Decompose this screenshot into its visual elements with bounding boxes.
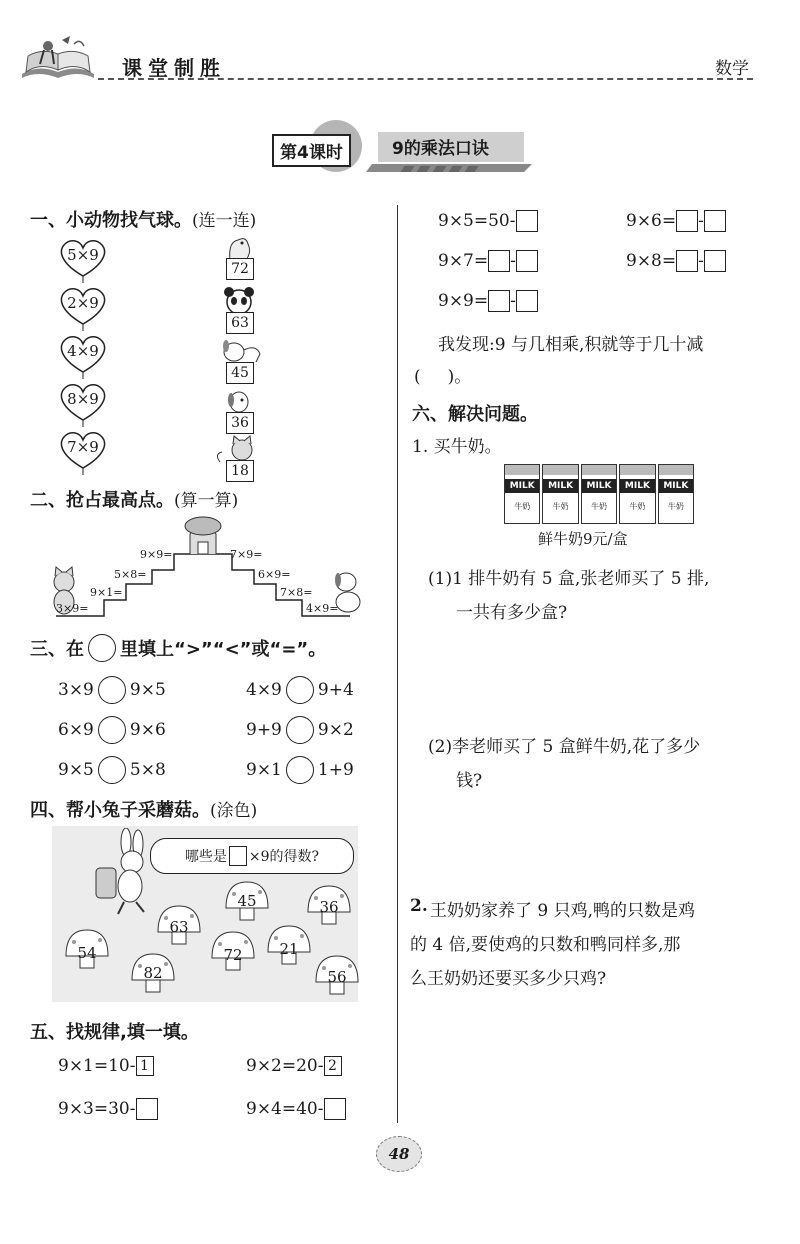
compare-right: 5×8 [129, 760, 166, 780]
compare-right: 1+9 [317, 760, 354, 780]
section-5-title: 五、找规律,填一填。 [30, 1022, 199, 1043]
minus-sign: - [510, 251, 516, 271]
answer-box[interactable] [516, 250, 538, 272]
compare-circle[interactable] [98, 716, 126, 744]
animal-puppy[interactable] [212, 386, 268, 436]
milk-carton [658, 464, 694, 524]
carton-top [659, 465, 693, 475]
carton-sub: 牛奶 [591, 502, 608, 511]
pattern-expr: 9×7= [438, 251, 489, 271]
section-1-heading: 一、小动物找气球。 [30, 210, 192, 231]
minus-sign: - [698, 211, 704, 231]
pattern-row [626, 250, 726, 272]
subject-label: 数学 [715, 59, 749, 79]
compare-left: 9×1 [246, 760, 282, 780]
answer-box[interactable] [704, 210, 726, 232]
balloon-label: 8×9 [67, 390, 99, 408]
balloon-8x9[interactable] [56, 380, 110, 424]
balloon-7x9[interactable] [56, 428, 110, 472]
balloon-label: 7×9 [67, 438, 99, 456]
pattern-row [246, 1098, 346, 1120]
pattern-expr: 9×4=40- [246, 1099, 324, 1119]
question-2-line-3: 么王奶奶还要买多少只鸡? [410, 969, 607, 989]
carton-top [582, 465, 616, 475]
mushroom-number: 72 [223, 946, 243, 964]
mushroom-number: 45 [237, 892, 257, 910]
animal-cat[interactable] [212, 434, 268, 484]
section-1-title [30, 206, 256, 232]
circle-symbol [88, 634, 116, 662]
step-left-4: 3×9= [56, 602, 89, 615]
book-logo-icon [18, 34, 98, 80]
question-1a-line-2: 一共有多少盒? [456, 603, 568, 623]
compare-right: 9×2 [317, 720, 354, 740]
compare-circle[interactable] [98, 676, 126, 704]
compare-item [58, 716, 166, 744]
carton-top [543, 465, 577, 475]
milk-carton [542, 464, 578, 524]
animal-number: 36 [226, 412, 254, 434]
compare-right: 9+4 [317, 680, 354, 700]
compare-circle[interactable] [286, 756, 314, 784]
pattern-expr: 9×2=20- [246, 1056, 324, 1076]
bubble-box [229, 846, 247, 866]
milk-carton [581, 464, 617, 524]
answer-box[interactable] [676, 210, 698, 232]
question-2-number: 2. [410, 896, 428, 916]
header-rule [98, 78, 753, 80]
mushroom-number: 82 [143, 964, 163, 982]
step-left-3: 9×1= [90, 586, 123, 599]
section-3-title [30, 634, 326, 662]
speech-bubble [150, 838, 354, 874]
compare-right: 9×6 [129, 720, 166, 740]
balloon-label: 2×9 [67, 294, 99, 312]
lesson-title: 9的乘法口诀 [392, 139, 489, 159]
step-right-4: 4×9= [306, 602, 339, 615]
pattern-row [438, 250, 538, 272]
carton-label: MILK [505, 479, 539, 493]
question-1b-line-1: (2)李老师买了 5 盒鲜牛奶,花了多少 [428, 737, 701, 757]
bubble-text-a: 哪些是 [184, 849, 227, 865]
step-left-2: 5×8= [114, 568, 147, 581]
section-6-title: 六、解决问题。 [412, 404, 538, 425]
balloon-label: 4×9 [67, 342, 99, 360]
carton-sub: 牛奶 [552, 502, 569, 511]
balloon-label: 5×9 [67, 246, 99, 264]
mushroom-number: 54 [77, 944, 97, 962]
animal-panda[interactable] [212, 286, 268, 336]
section-4-heading: 四、帮小兔子采蘑菇。 [30, 800, 210, 821]
question-2-line-2: 的 4 倍,要使鸡的只数和鸭同样多,那 [410, 935, 681, 955]
animal-number: 63 [226, 312, 254, 334]
pattern-row [246, 1056, 342, 1076]
minus-sign: - [698, 251, 704, 271]
answer-box[interactable] [324, 1098, 346, 1120]
pattern-expr: 9×3=30- [58, 1099, 136, 1119]
question-2-line-1: 王奶奶家养了 9 只鸡,鸭的只数是鸡 [430, 901, 696, 921]
question-1a-line-1: (1)1 排牛奶有 5 盒,张老师买了 5 排, [428, 569, 710, 589]
column-divider [397, 205, 398, 1123]
section-2-note: (算一算) [174, 491, 239, 511]
carton-sub: 牛奶 [667, 502, 684, 511]
carton-label: MILK [582, 479, 616, 493]
answer-box[interactable] [516, 210, 538, 232]
pattern-expr: 9×6= [626, 211, 677, 231]
milk-carton [504, 464, 540, 524]
question-1-title: 1. 买牛奶。 [412, 437, 502, 457]
compare-item [246, 716, 354, 744]
step-left-1: 9×9= [140, 548, 173, 561]
rabbit-icon [74, 828, 164, 918]
discovery-text-1: 我发现:9 与几相乘,积就等于几十减 [438, 335, 704, 355]
dog-icon [335, 573, 360, 612]
balloon-4x9[interactable] [56, 332, 110, 376]
answer-box[interactable] [516, 290, 538, 312]
pattern-row [58, 1056, 154, 1076]
compare-circle[interactable] [286, 676, 314, 704]
pattern-row [626, 210, 726, 232]
compare-item [246, 756, 354, 784]
pattern-expr: 9×8= [626, 251, 677, 271]
answer-box[interactable] [676, 250, 698, 272]
discovery-blank[interactable]: ( )。 [414, 367, 472, 387]
carton-top [620, 465, 654, 475]
compare-left: 6×9 [58, 720, 94, 740]
compare-circle[interactable] [98, 756, 126, 784]
pattern-row [438, 210, 538, 232]
carton-sub: 牛奶 [514, 502, 531, 511]
section-2-title [30, 486, 238, 512]
step-right-3: 7×8= [280, 586, 313, 599]
milk-cartons [504, 464, 694, 522]
section-3-heading-b: 里填上“>”“<”或“=”。 [120, 639, 327, 660]
pattern-expr: 9×1=10- [58, 1056, 136, 1076]
section-1-note: (连一连) [192, 211, 257, 231]
pattern-row [58, 1098, 158, 1120]
milk-carton [619, 464, 655, 524]
section-2-heading: 二、抢占最高点。 [30, 490, 174, 511]
answer-box[interactable] [136, 1098, 158, 1120]
compare-left: 9+9 [246, 720, 282, 740]
compare-item [246, 676, 354, 704]
compare-left: 4×9 [246, 680, 282, 700]
answer-box[interactable] [488, 250, 510, 272]
answer-box[interactable] [488, 290, 510, 312]
carton-sub: 牛奶 [629, 502, 646, 511]
carton-label: MILK [659, 479, 693, 493]
mushroom-number: 63 [169, 918, 189, 936]
answer-box[interactable]: 2 [324, 1056, 342, 1076]
compare-right: 9×5 [129, 680, 166, 700]
bubble-text-b: ×9的得数? [248, 849, 320, 865]
compare-item [58, 756, 166, 784]
animal-number: 18 [226, 460, 254, 482]
compare-circle[interactable] [286, 716, 314, 744]
section-4-title [30, 796, 257, 822]
lesson-badge: 第4课时 [272, 134, 351, 167]
milk-price: 鲜牛奶9元/盒 [538, 530, 628, 548]
carton-label: MILK [620, 479, 654, 493]
carton-label: MILK [543, 479, 577, 493]
compare-left: 3×9 [58, 680, 94, 700]
animal-dog[interactable] [212, 336, 268, 386]
brand-title: 课堂制胜 [122, 56, 226, 80]
answer-box[interactable] [704, 250, 726, 272]
compare-item [58, 676, 166, 704]
step-right-2: 6×9= [258, 568, 291, 581]
mushroom-number: 36 [319, 898, 339, 916]
section-4-note: (涂色) [210, 801, 258, 821]
mushroom-number: 56 [327, 968, 347, 986]
step-right-1: 7×9= [230, 548, 263, 561]
balloon-5x9[interactable] [56, 236, 110, 280]
page-number: 48 [376, 1136, 422, 1172]
question-1b-line-2: 钱? [456, 771, 483, 791]
pattern-expr: 9×9= [438, 291, 489, 311]
carton-top [505, 465, 539, 475]
section-3-heading-a: 三、在 [30, 639, 84, 660]
balloon-2x9[interactable] [56, 284, 110, 328]
animal-number: 45 [226, 362, 254, 384]
minus-sign: - [510, 291, 516, 311]
animal-dinosaur[interactable] [212, 232, 268, 282]
pattern-row [438, 290, 538, 312]
mushroom-number: 21 [279, 940, 299, 958]
animal-number: 72 [226, 258, 254, 280]
compare-left: 9×5 [58, 760, 94, 780]
answer-box[interactable]: 1 [136, 1056, 154, 1076]
pattern-expr: 9×5=50- [438, 211, 516, 231]
